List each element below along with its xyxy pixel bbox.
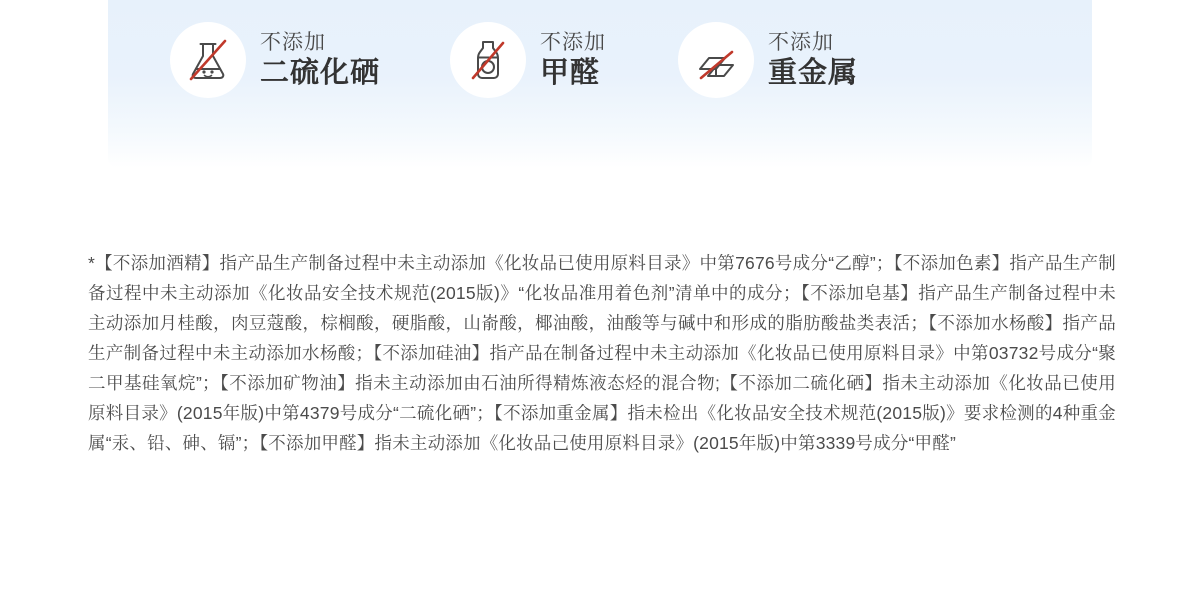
claim-item-formaldehyde [450, 22, 606, 98]
metal-bars-crossed-out-icon [678, 22, 754, 98]
claim-text [768, 32, 858, 88]
bottle-crossed-out-icon [450, 22, 526, 98]
claim-small-label: 不添加 [768, 30, 835, 54]
claim-text [540, 32, 606, 88]
claim-big-label: 重金属 [768, 56, 859, 89]
claim-big-label: 甲醛 [540, 56, 601, 89]
claim-small-label: 不添加 [260, 30, 326, 54]
claims-row [108, 22, 1092, 98]
flask-crossed-out-icon [170, 22, 246, 98]
free-from-claims-banner [108, 0, 1092, 168]
claim-item-heavy-metals [678, 22, 858, 98]
footnote-text: *【不添加酒精】指产品生产制备过程中未主动添加《化妆品已使用原料目录》中第7676号成分“乙醇”；【不添加色素】指产品生产制备过程中未主动添加《化妆品安全技术规范(2015版)》“化妆品准用着色剂”清单中的成分；【不添加皂基】指产品生产制备过程中未主动添加月桂酸，肉豆蔻酸，棕榈酸，硬脂酸，山嵛酸，椰油酸，油酸等与碱中和形成的脂肪酸盐类表活；【不添加水杨酸】指产品生产制备过程中未主动添加水杨酸；【不添加硅油】指产品在制备过程中未主动添加《化妆品已使用原料目录》中第03732号成分“聚二甲基硅氧烷”；【不添加矿物油】指未主动添加由石油所得精炼液态烃的混合物;【不添加二硫化硒】指未主动添加《化妆品已使用原料目录》(2015年版)中第4379号成分“二硫化硒”；【不添加重金属】指未检出《化妆品安全技术规范(2015版)》要求检测的4种重金属“汞、铅、砷、镉”；【不添加甲醛】指未主动添加《化妆品己使用原料目录》(2015年版)中第3339号成分“甲醛” [88, 253, 1116, 453]
claim-item-selenium-disulfide [170, 22, 380, 98]
claim-big-label: 二硫化硒 [260, 56, 381, 89]
claim-small-label: 不添加 [540, 30, 607, 54]
claim-text [260, 32, 380, 88]
